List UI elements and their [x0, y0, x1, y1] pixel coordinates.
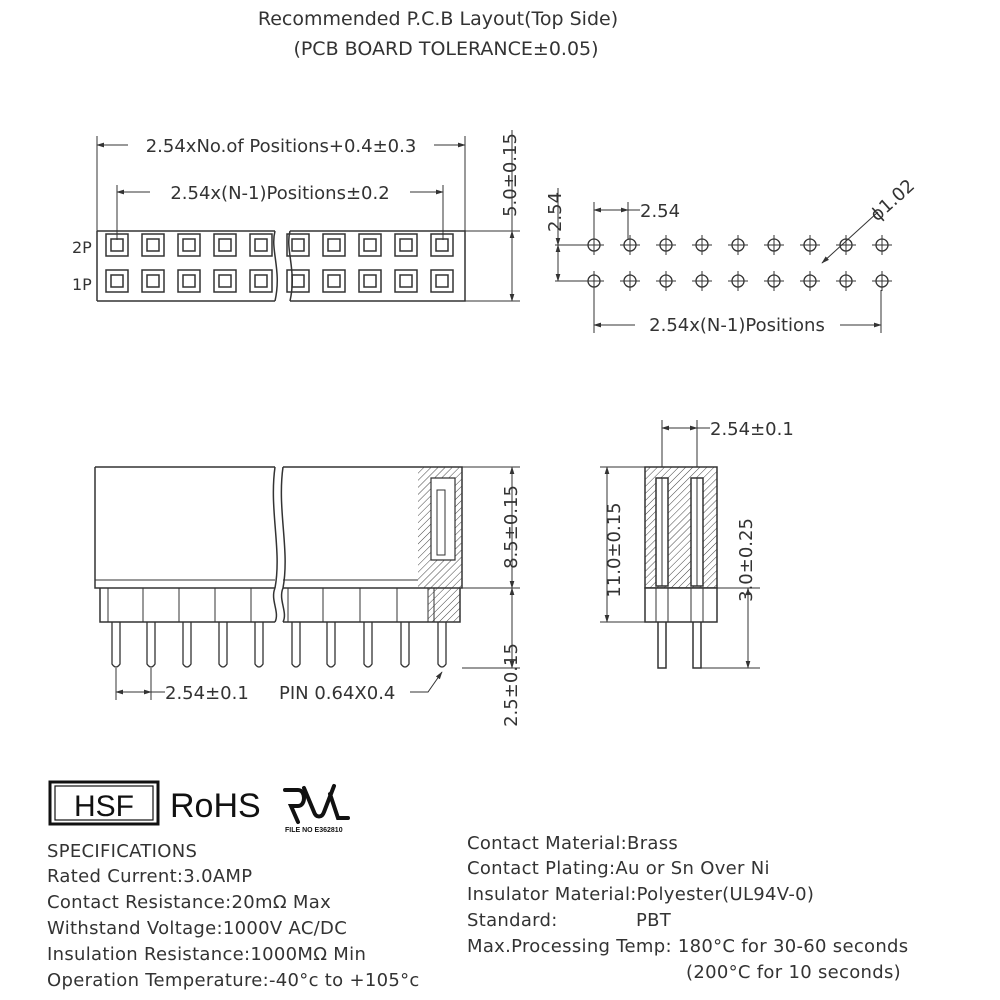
front-dim-pin-len: 2.5±0.15	[501, 643, 522, 727]
socket-inner	[364, 275, 376, 287]
socket-cell	[106, 270, 128, 292]
socket-cell	[178, 234, 200, 256]
socket-inner	[183, 275, 195, 287]
pin	[438, 622, 446, 667]
front-pins	[108, 588, 446, 667]
socket-inner	[183, 239, 195, 251]
spec-heading: SPECIFICATIONS	[47, 841, 198, 862]
socket-squares	[106, 234, 453, 292]
title-line-2: (PCB BOARD TOLERANCE±0.05)	[293, 38, 599, 60]
pcb-dim-hole: ϕ1.02	[866, 175, 919, 226]
pcb-dim-pitch-h: 2.54	[640, 201, 681, 222]
socket-inner	[292, 275, 304, 287]
ul-logo-icon	[285, 786, 348, 822]
pin	[255, 622, 263, 667]
row-label-2p: 2P	[72, 238, 92, 257]
socket-cell	[250, 270, 272, 292]
rohs-logo: RoHS	[170, 787, 261, 825]
pin	[364, 622, 372, 667]
row-label-1p: 1P	[72, 275, 92, 294]
socket-cell	[214, 270, 236, 292]
hsf-logo-text: HSF	[74, 790, 134, 823]
socket-inner	[436, 239, 448, 251]
pin	[147, 622, 155, 667]
socket-cell	[395, 234, 417, 256]
socket-inner	[400, 239, 412, 251]
socket-cell	[323, 270, 345, 292]
pcb-holes	[584, 235, 892, 291]
pin	[183, 622, 191, 667]
socket-inner	[147, 239, 159, 251]
pin	[219, 622, 227, 667]
socket-cell	[178, 270, 200, 292]
spec-standard-label: Standard:	[467, 910, 558, 931]
top-dim-span: 2.54x(N-1)Positions±0.2	[170, 183, 390, 204]
socket-inner	[292, 239, 304, 251]
spec-contact-material: Contact Material:Brass	[467, 833, 679, 854]
front-dim-pitch: 2.54±0.1	[165, 683, 249, 704]
spec-operation-temp: Operation Temperature:-40°c to +105°c	[47, 970, 420, 991]
side-dim-total: 11.0±0.15	[604, 502, 625, 598]
front-view	[95, 467, 520, 700]
pin	[327, 622, 335, 667]
side-dim-pitch: 2.54±0.1	[710, 419, 794, 440]
spec-withstand-voltage: Withstand Voltage:1000V AC/DC	[47, 918, 348, 939]
socket-cell	[287, 270, 309, 292]
spec-rated-current: Rated Current:3.0AMP	[47, 866, 253, 887]
front-dim-body: 8.5±0.15	[501, 485, 522, 569]
spec-contact-resistance: Contact Resistance:20mΩ Max	[47, 892, 332, 913]
socket-inner	[219, 275, 231, 287]
socket-cell	[142, 234, 164, 256]
side-dim-tail: 3.0±0.25	[736, 518, 757, 602]
spec-contact-plating: Contact Plating:Au or Sn Over Ni	[467, 858, 770, 879]
front-pin-label: PIN 0.64X0.4	[279, 683, 396, 704]
pin	[112, 622, 120, 667]
pcb-layout	[555, 188, 881, 333]
title-line-1: Recommended P.C.B Layout(Top Side)	[257, 8, 619, 30]
socket-inner	[400, 275, 412, 287]
socket-cell	[142, 270, 164, 292]
socket-inner	[255, 239, 267, 251]
spec-insulation-resistance: Insulation Resistance:1000MΩ Min	[47, 944, 367, 965]
socket-cell	[395, 270, 417, 292]
socket-cell	[431, 234, 453, 256]
spec-standard-value: PBT	[636, 910, 672, 931]
spec-insulator-material: Insulator Material:Polyester(UL94V-0)	[467, 884, 815, 905]
socket-inner	[328, 239, 340, 251]
spec-max-temp-2: (200°C for 10 seconds)	[686, 962, 901, 983]
socket-cell	[431, 270, 453, 292]
socket-inner	[147, 275, 159, 287]
top-dim-height: 5.0±0.15	[500, 133, 521, 217]
socket-cell	[214, 234, 236, 256]
socket-inner	[111, 275, 123, 287]
socket-inner	[436, 275, 448, 287]
hsf-logo	[50, 782, 158, 824]
pin	[401, 622, 409, 667]
pcb-dim-span: 2.54x(N-1)Positions	[649, 315, 825, 336]
socket-cell	[250, 234, 272, 256]
ul-file-number: FILE NO E362810	[285, 827, 343, 834]
socket-inner	[219, 239, 231, 251]
top-dim-total: 2.54xNo.of Positions+0.4±0.3	[145, 136, 417, 157]
socket-cell	[323, 234, 345, 256]
socket-inner	[111, 239, 123, 251]
pin	[292, 622, 300, 667]
spec-max-temp: Max.Processing Temp: 180°C for 30-60 seconds	[467, 936, 909, 957]
pcb-dim-pitch-v: 2.54	[545, 191, 566, 233]
socket-inner	[255, 275, 267, 287]
socket-cell	[359, 234, 381, 256]
socket-cell	[359, 270, 381, 292]
socket-inner	[328, 275, 340, 287]
socket-inner	[364, 239, 376, 251]
